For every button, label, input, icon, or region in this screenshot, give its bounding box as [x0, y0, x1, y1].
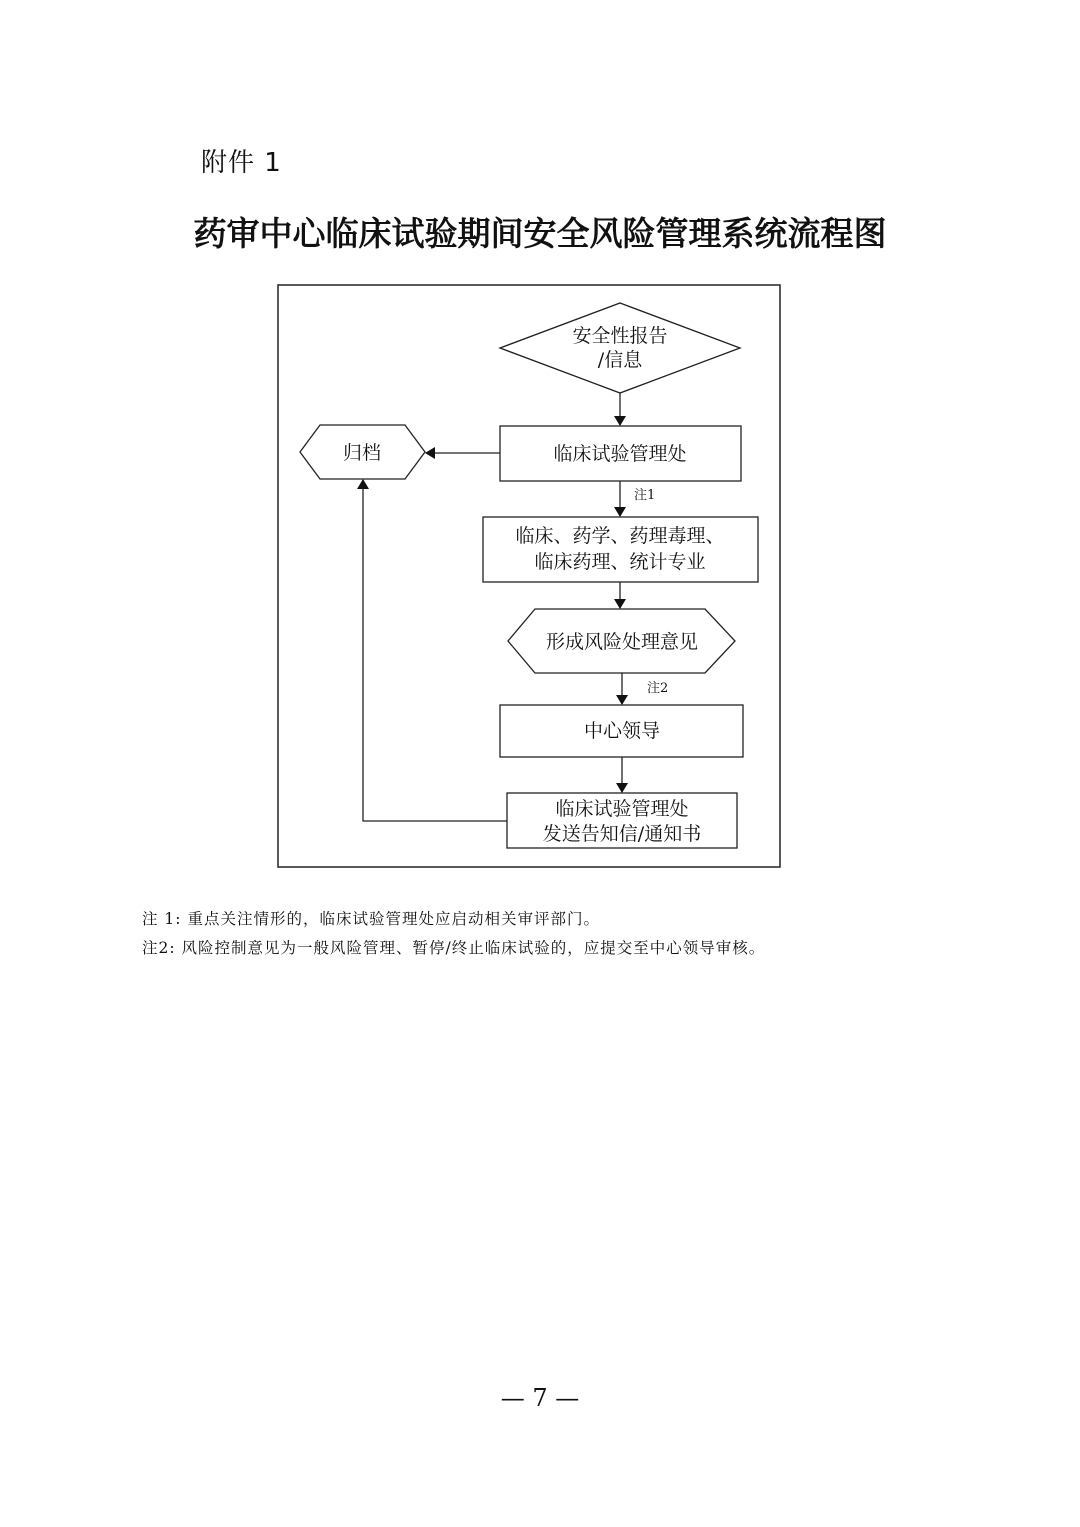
page-title: 药审中心临床试验期间安全风险管理系统流程图 [193, 214, 887, 253]
arrow-notice-to-archive [363, 480, 507, 821]
footnote-1: 注 1: 重点关注情形的，临床试验管理处应启动相关审评部门。 [142, 910, 600, 928]
send-notice-line1: 临床试验管理处 [555, 798, 689, 820]
footnotes [142, 905, 765, 963]
center-leader-label: 中心领导 [583, 720, 661, 742]
footnote-2: 注2: 风险控制意见为一般风险管理、暂停/终止临床试验的，应提交至中心领导审核。 [142, 939, 766, 957]
send-notice-line2: 发送告知信/通知书 [542, 823, 702, 845]
note2-marker: 注2 [647, 681, 669, 696]
specialties-line2: 临床药理、统计专业 [534, 551, 706, 573]
safety-report-line2: /信息 [597, 349, 643, 371]
safety-report-node [500, 303, 740, 393]
safety-report-line1: 安全性报告 [572, 325, 668, 347]
attachment-label: 附件 1 [201, 148, 282, 178]
specialties-line1: 临床、药学、药理毒理、 [515, 525, 725, 547]
risk-opinion-label: 形成风险处理意见 [545, 631, 699, 653]
flowchart-frame [278, 285, 780, 867]
note1-marker: 注1 [634, 488, 656, 503]
archive-label: 归档 [342, 442, 382, 464]
clinical-trial-office-label: 临床试验管理处 [553, 443, 687, 465]
page-number: — 7 — [500, 1384, 580, 1412]
